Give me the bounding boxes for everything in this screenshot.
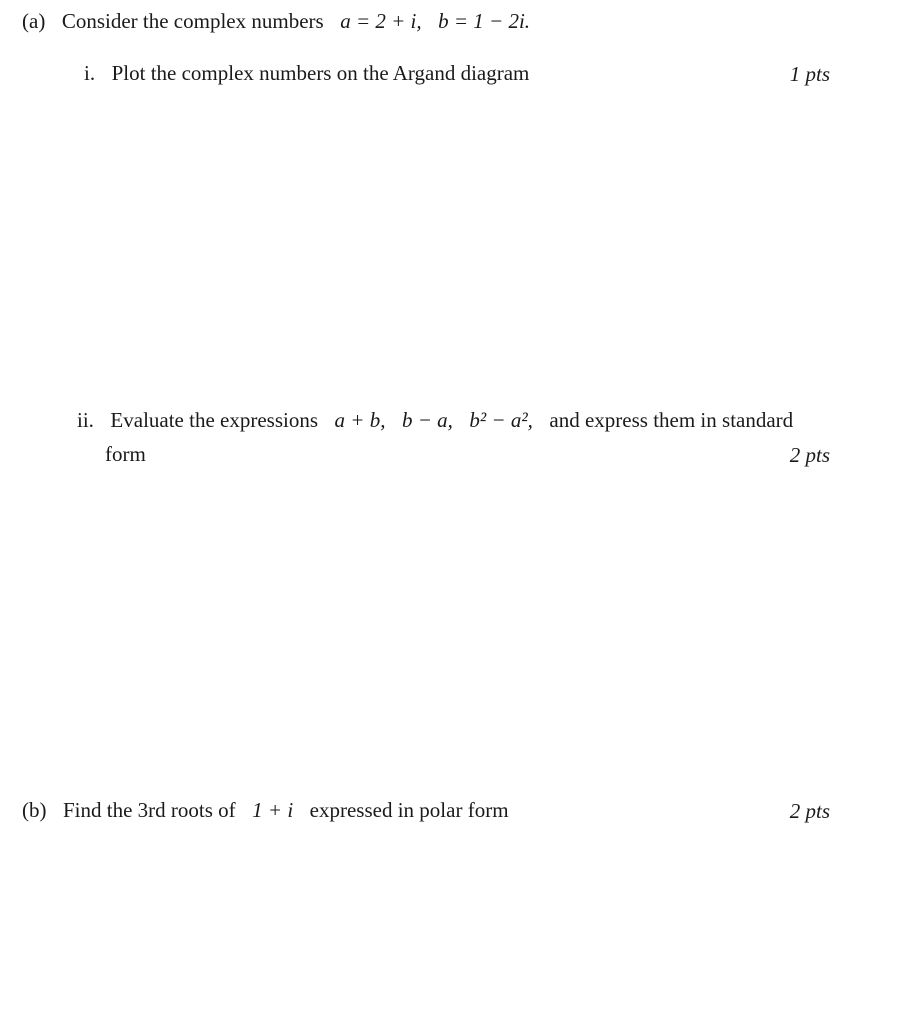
- item-ii-text-after: and express them in standard: [549, 408, 794, 432]
- part-a-expr-b: b = 1 − 2i.: [438, 9, 531, 33]
- item-i-points: 1 pts: [789, 62, 830, 86]
- part-a-question: [22, 11, 530, 32]
- part-a-intro: Consider the complex numbers: [61, 9, 324, 33]
- item-i-marker: i.: [84, 61, 96, 85]
- part-b-text-after: expressed in polar form: [309, 798, 509, 822]
- part-b-question: [22, 800, 509, 821]
- item-i-text: Plot the complex numbers on the Argand diagram: [111, 61, 530, 85]
- item-ii-points: 2 pts: [789, 443, 830, 467]
- item-ii-expr-3: b² − a²,: [469, 408, 533, 432]
- item-ii-text-line2: form: [105, 442, 146, 466]
- part-b-points: 2 pts: [789, 799, 830, 823]
- part-b-expr: 1 + i: [252, 798, 294, 822]
- part-b-text-before: Find the 3rd roots of: [63, 798, 236, 822]
- part-b-marker: (b): [22, 798, 47, 822]
- item-ii-marker: ii.: [77, 408, 94, 432]
- item-i-question: [84, 63, 529, 84]
- item-ii-text-before: Evaluate the expressions: [110, 408, 319, 432]
- item-ii-expr-2: b − a,: [401, 408, 453, 432]
- part-a-marker: (a): [22, 9, 46, 33]
- item-ii-expr-1: a + b,: [334, 408, 386, 432]
- item-ii-question: [77, 410, 793, 431]
- part-a-expr-a: a = 2 + i,: [340, 9, 422, 33]
